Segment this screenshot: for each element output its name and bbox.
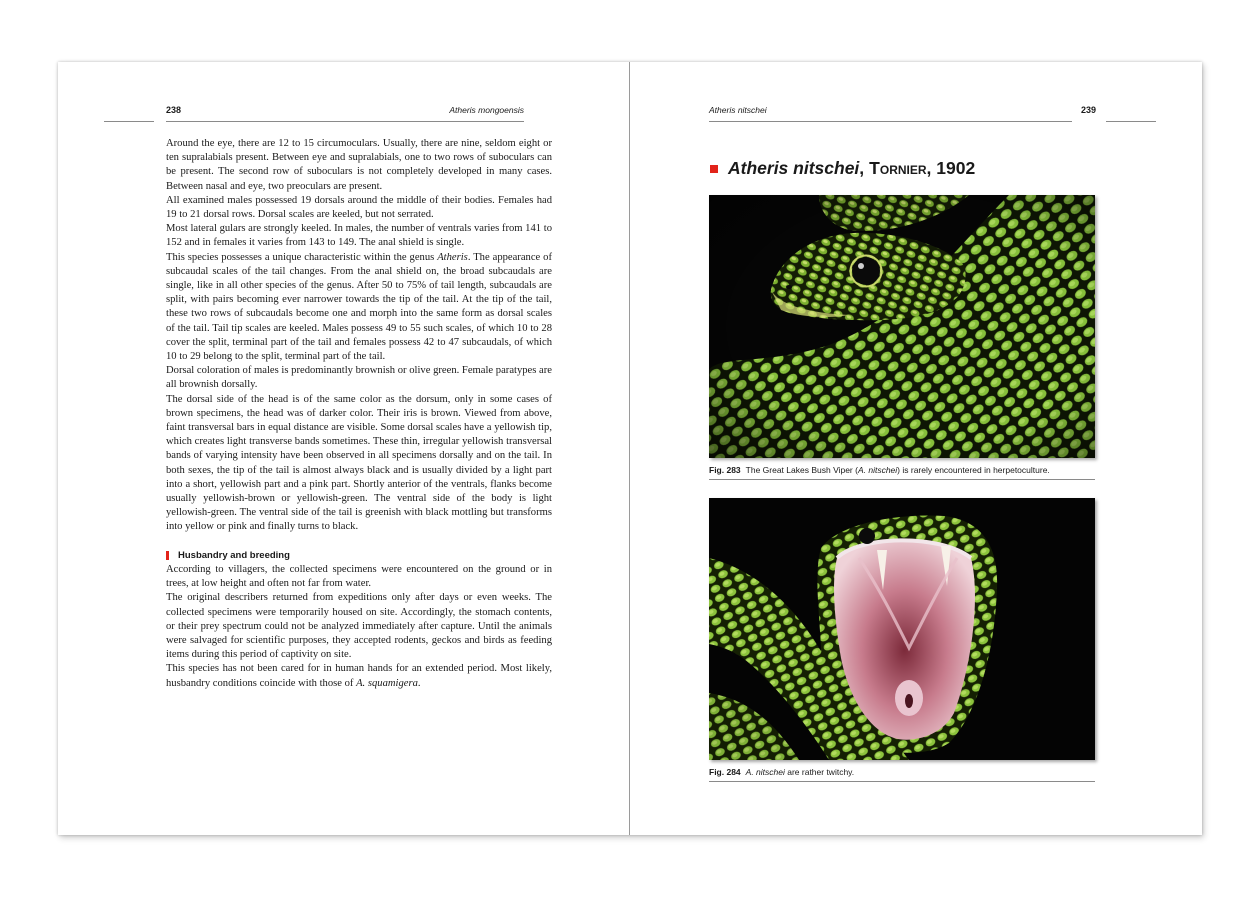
figure-283-photo bbox=[709, 195, 1095, 458]
left-page-number: 238 bbox=[166, 105, 182, 115]
species-author: Tornier, 1902 bbox=[869, 158, 976, 178]
section-heading-text: Husbandry and breeding bbox=[178, 549, 290, 561]
section-heading bbox=[166, 549, 552, 563]
book-spread bbox=[58, 62, 1202, 835]
paragraph: Most lateral gulars are strongly keeled. In males, the number of ventrals varies from 141 to 152 and in females it varies from 143 to 149. The anal shield is single. bbox=[166, 223, 552, 249]
italic-taxon: A. squamigera bbox=[356, 677, 418, 689]
figure-284-caption bbox=[709, 767, 1095, 782]
left-page bbox=[58, 62, 629, 835]
caption-text: The Great Lakes Bush Viper ( bbox=[745, 465, 858, 475]
paragraph-atheris: This species possesses a unique characteristic within the genus Atheris. The appearance of subcaudal scales of the tail changes. From the anal shield on, the broad subcaudals are single, like in all other species of the genus. After 50 to 75% of tail length, subcaudals are split, with pairs becoming ever narrower towards the tip of the tail. At the tip of the tail, these two rows of subcaudals become one and morph into the same form as dorsal scales of the tail. Tail tip scales are keeled. Males possess 49 to 55 such scales, of which 10 to 28 cover the split, terminal part of the tail and females possess 42 to 47 subcaudals, of which 10 to 29 belong to the split, terminal part of the tail. bbox=[166, 251, 553, 363]
paragraph: The dorsal side of the head is of the same color as the dorsum, only in some cases of brown specimens, the head was of darker color. Their iris is brown. Viewed from above, faint transversal bars in equal distance are visible. Some dorsal scales have a yellowish tip, which creates light transverse bands sometimes. These thin, irregular yellowish transversal bands of varying intensity have been observed in all specimens dorsally and on the tail. In both sexes, the tip of the tail is almost always black and is usually divided by a light part into a short, yellowish part and a pink part. Shortly anterior of the ventrals, flanks become usually yellowish-brown or yellowish-green. The ventral side of the body is light yellowish-green. The ventral side of the tail is greenish with black mottling but transforms into yellow or pink and finally turns to black. bbox=[166, 393, 552, 533]
paragraph-squamigera: This species has not been cared for in human hands for an extended period. Most likely, husbandry conditions coincide with those of A. squamigera. bbox=[166, 663, 552, 689]
species-title bbox=[710, 158, 975, 179]
caption-italic: A. nitschei bbox=[745, 767, 785, 777]
figure-label: Fig. 283 bbox=[709, 465, 741, 475]
title-marker bbox=[710, 165, 718, 173]
caption-text: are rather twitchy. bbox=[784, 767, 855, 777]
caption-italic: A. nitschei bbox=[857, 465, 898, 475]
left-running-title: Atheris mongoensis bbox=[449, 105, 524, 115]
section-marker bbox=[166, 551, 169, 560]
figure-label: Fig. 284 bbox=[709, 767, 741, 777]
species-name: Atheris nitschei bbox=[728, 158, 860, 178]
paragraph: According to villagers, the collected specimens were encountered on the ground or in trees, at low height and often not far from water. bbox=[166, 563, 552, 590]
right-page-number: 239 bbox=[1081, 105, 1097, 115]
figure-283-caption bbox=[709, 465, 1095, 480]
right-header-rule bbox=[709, 121, 1072, 122]
left-header-rule bbox=[166, 121, 524, 122]
title-comma: , bbox=[859, 158, 865, 178]
left-body-text bbox=[166, 137, 552, 691]
right-page bbox=[630, 62, 1202, 835]
paragraph: Dorsal coloration of males is predominantly brownish or olive green. Female paratypes are all brownish dorsally. bbox=[166, 365, 552, 391]
paragraph: Around the eye, there are 12 to 15 circumoculars. Usually, there are nine, seldom eight or ten supralabials present. Between eye and supralabials, one to two rows of suboculars can be present. The second row of suboculars is not completely developed in many cases. Between nasal and eye, two preoculars are present. bbox=[166, 138, 552, 192]
paragraph: All examined males possessed 19 dorsals around the middle of their bodies. Females had 19 to 21 dorsal rows. Dorsal scales are keeled, but not serrated. bbox=[166, 194, 552, 221]
viper-coiled-image bbox=[709, 195, 1095, 458]
caption-text: ) is rarely encountered in herpetoculture. bbox=[897, 465, 1050, 475]
right-header-rule-outer bbox=[1106, 121, 1156, 122]
left-header-rule-outer bbox=[104, 121, 154, 122]
right-running-title: Atheris nitschei bbox=[709, 105, 767, 115]
italic-taxon: Atheris bbox=[437, 251, 468, 263]
figure-284-photo bbox=[709, 498, 1095, 760]
paragraph: The original describers returned from expeditions only after days or even weeks. The collected specimens were temporarily housed on site. Accordingly, the stomach contents, or their prey spectrum could not be analyzed immediately after capture. Until the animals were salvaged for scientific purposes, they accepted rodents, geckos and birds as feeding items during this period of captivity on site. bbox=[166, 592, 552, 661]
viper-open-mouth-image bbox=[709, 498, 1095, 760]
